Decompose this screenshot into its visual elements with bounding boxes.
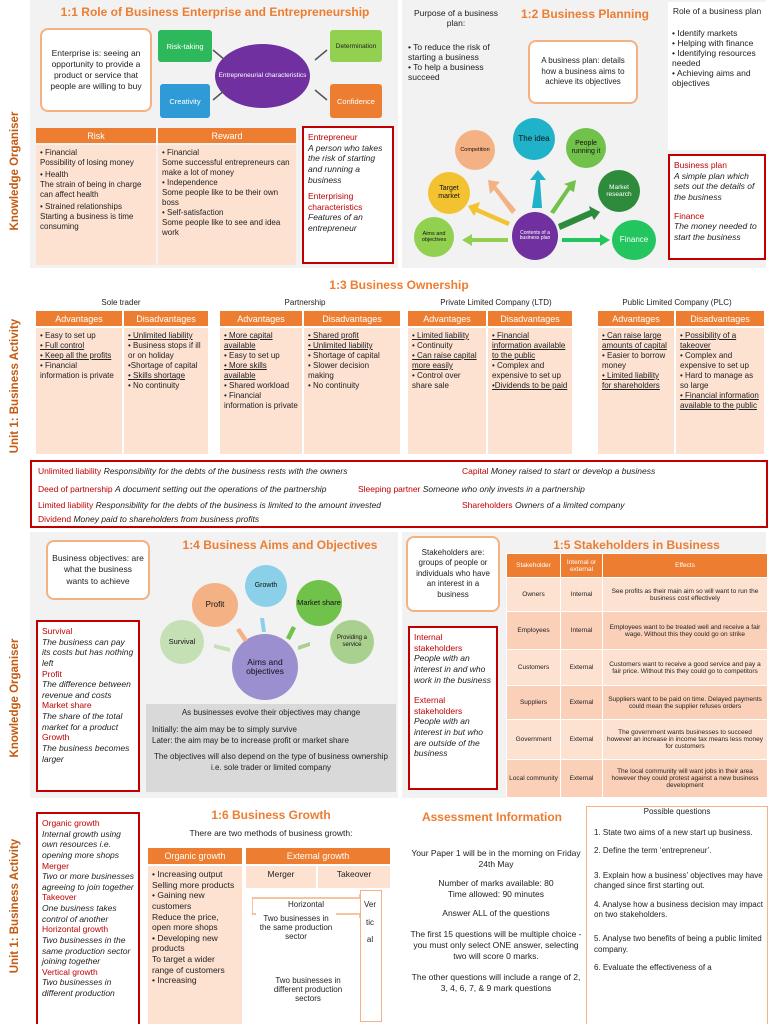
section-1-2-title: 1:2 Business Planning [520, 7, 650, 21]
entrepreneurial-characteristics-hub: Entrepreneurial characteristics [215, 44, 310, 108]
vertical-label: Vertical [364, 900, 377, 945]
sole-dis-header: Disadvantages [124, 311, 208, 326]
section-1-3-title: 1:3 Business Ownership [329, 278, 469, 292]
sole-adv-list: • Easy to set up • Full control • Keep all the profits • Financial information is private [36, 328, 122, 454]
sidebar-label-knowledge: Knowledge Organiser [9, 111, 21, 231]
assessment-title: Assessment Information [421, 810, 563, 824]
enterprise-definition: Enterprise is: seeing an opportunity to provide a product or service that people are willing to buy [40, 28, 152, 112]
stakeholders-definition: Stakeholders are: groups of people or individuals who have an interest in a business [406, 536, 500, 612]
table-row: Local community External The local community will want jobs in their area however they could protest against a new business development [507, 760, 768, 798]
sole-dis-list: • Unlimited liability • Business stops if ill or on holiday •Shortage of capital • Skills shortage • No continuity [124, 328, 208, 454]
char-creativity: Creativity [160, 84, 210, 118]
node-competition: Competition [455, 130, 495, 170]
entrepreneur-definitions: Entrepreneur A person who takes the risk of starting and running a business Enterprising characteristics Features of an entrepreneur [302, 126, 394, 264]
aims-objectives-hub: Aims and objectives [232, 634, 298, 700]
aims-definitions: Survival The business can pay its costs but has nothing left Profit The difference between revenue and costs Market share The share of the total market for a product Growth The business becomes larger [36, 620, 140, 792]
business-objectives-definition: Business objectives: are what the business wants to achieve [46, 540, 150, 600]
plc-dis-header: Disadvantages [676, 311, 764, 326]
possible-questions-list: 1. State two aims of a new start up business. 2. Define the term ‘entrepreneur’. 3. Explain how a business’ objectives may have changed since first starting out. 4. Analyse how a business decision may impact on two stakeholders. 5. Analyse two benefits of being a public limited company. 6. Evaluate the effectiveness of a [594, 828, 763, 973]
aim-market-share: Market share [296, 580, 342, 626]
node-finance: Finance [612, 220, 656, 260]
char-arrows [205, 38, 335, 118]
partner-adv-header: Advantages [220, 311, 302, 326]
table-row: Employees Internal Employees want to be treated well and receive a fair wage. Without this they could go on strike [507, 612, 768, 650]
vertical-description: Two businesses in different production sectors [262, 974, 354, 1014]
possible-questions-header: Possible questions [643, 807, 711, 816]
risk-header: Risk [36, 128, 156, 143]
organic-growth-list: • Increasing output Selling more products • Gaining new customers Reduce the price, open more shops • Developing new products To target a wider range of customers • Increasing [148, 866, 242, 1024]
def-capital: Capital Money raised to start or develop a business [462, 466, 656, 476]
ownership-partnership: Partnership [284, 298, 326, 307]
sidebar-bottom [0, 532, 30, 1024]
business-plan-definitions: Business plan A simple plan which sets out the details of the business Finance The money needed to start the business [668, 154, 766, 260]
def-limited-liability: Limited liability Responsibility for the debts of the business is limited to the amount invested [38, 500, 382, 510]
section-1-5-title: 1:5 Stakeholders in Business [553, 538, 720, 552]
ltd-dis-list: • Financial information available to the public • Complex and expensive to set up •Dividends to be paid [488, 328, 572, 454]
char-determination: Determination [330, 30, 382, 62]
assessment-details: Your Paper 1 will be in the morning on Friday 24th May Number of marks available: 80 Time allowed: 90 minutes Answer ALL of the questions The first 15 questions will be multiple choice - you must only select ONE answer, selecting two will score 0 marks. The other questions will include a range of 2, 3, 4, 6, 7, & 9 mark questions [410, 848, 582, 994]
growth-definitions: Organic growth Internal growth using own resources i.e. opening more shops Merger Two or more businesses agreeing to join together Takeover One business takes control of another Horizontal growth Two businesses in the same production sector joining together Vertical growth Two businesses in different production [36, 812, 140, 1024]
reward-header: Reward [158, 128, 296, 143]
partner-dis-header: Disadvantages [304, 311, 400, 326]
growth-intro: There are two methods of business growth: [189, 828, 353, 838]
sole-adv-header: Advantages [36, 311, 122, 326]
node-aims-objectives: Aims and objectives [414, 217, 454, 257]
ltd-dis-header: Disadvantages [488, 311, 572, 326]
ownership-sole-trader: Sole trader [101, 298, 141, 307]
aim-survival: Survival [160, 620, 204, 664]
node-people-running: People running it [566, 128, 606, 168]
table-row: Suppliers External Suppliers want to be paid on time. Delayed payments could mean the supplier refuses orders [507, 686, 768, 720]
role-box: Role of a business plan • Identify markets • Helping with finance • Identifying resources needed • Achieving aims and objectives [668, 2, 766, 150]
business-plan-definition: A business plan: details how a business aims to achieve its objectives [528, 40, 638, 104]
sidebar-label-unit: Unit 1: Business Activity [9, 318, 21, 454]
aims-arrows [200, 600, 340, 660]
merger-cell: Merger [246, 866, 316, 888]
business-plan-contents-hub: Contents of a business plan [512, 212, 558, 260]
table-row: Government External The government wants businesses to succeed however an increase in income tax means less money for customers [507, 720, 768, 760]
ltd-adv-list: • Limited liability • Continuity • Can raise capital more easily • Control over share sale [408, 328, 486, 454]
aim-profit: Profit [192, 583, 238, 627]
char-confidence: Confidence [330, 84, 382, 118]
section-1-6-title: 1:6 Business Growth [211, 808, 331, 822]
objectives-notes: As businesses evolve their objectives may change Initially: the aim may be to simply survive Later: the aim may be to increase profit or market share The objectives will also depend on the type of business ownership i.e. sole trader or limited company [146, 704, 396, 792]
sidebar-label-knowledge-2: Knowledge Organiser [9, 638, 21, 758]
def-dividend: Dividend Money paid to shareholders from business profits [38, 514, 260, 524]
horizontal-description: Two businesses in the same production sector [256, 912, 336, 954]
aim-providing-service: Providing a service [330, 620, 374, 664]
external-growth-header: External growth [246, 848, 390, 864]
def-shareholders: Shareholders Owners of a limited company [462, 500, 625, 510]
ownership-plc: Public Limited Company (PLC) [622, 298, 732, 307]
table-row: Customers External Customers want to receive a good service and pay a fair price. Without this they could go to competitors [507, 650, 768, 686]
horizontal-label: Horizontal [287, 900, 324, 909]
section-1-4-title: 1:4 Business Aims and Objectives [182, 538, 378, 552]
def-deed-of-partnership: Deed of partnership A document setting out the operations of the partnership [38, 484, 327, 494]
reward-list: • Financial Some successful entrepreneurs can make a lot of money • Independence Some people like to be their own boss • Self-satisfaction Some people like to see and idea work [158, 145, 296, 265]
sidebar-label-unit-2: Unit 1: Business Activity [9, 838, 21, 974]
plc-dis-list: • Possibility of a takeover • Complex and expensive to set up • Hard to manage as so large • Financial information available to the public [676, 328, 764, 454]
plan-arrows [450, 160, 620, 260]
stakeholder-definitions: Internal stakeholders People with an interest in and who work in the business External stakeholders People with an interest in but who are outside of the business [408, 626, 498, 790]
node-the-idea: The idea [513, 118, 555, 160]
partner-adv-list: • More capital available • Easy to set up • More skills available • Shared workload • Financial information is private [220, 328, 302, 454]
def-unlimited-liability: Unlimited liability Responsibility for the debts of the business rests with the owners [38, 466, 348, 476]
ownership-ltd: Private Limited Company (LTD) [440, 298, 552, 307]
table-row: Owners Internal See profits as their main aim so will want to run the business cost effectively [507, 578, 768, 612]
aim-growth: Growth [245, 565, 287, 607]
plc-adv-header: Advantages [598, 311, 674, 326]
stakeholder-table: Stakeholder Internal or external Effects Owners Internal See profits as their main aim so will want to run the business cost effectively Employees Internal Employees want to be treated well and receive a fair wage. Without this they could go on strike Customers External Customers want to receive a good service and pay a fair price. Without this they could go to competitors Suppliers External Suppliers want to be paid on time. Delayed payments could mean the supplier refuses orders Government External The government wants businesses to succeed however an increase in income tax means less money for customers Local community External The local community will want jobs in their area however they could protest against a new business development [506, 553, 768, 798]
ltd-adv-header: Advantages [408, 311, 486, 326]
organic-growth-header: Organic growth [148, 848, 242, 864]
takeover-cell: Takeover [318, 866, 390, 888]
node-market-research: Market research [598, 170, 640, 212]
purpose-box: Purpose of a business plan: • To reduce the risk of starting a business • To help a business succeed [408, 8, 499, 82]
node-target-market: Target market [428, 172, 470, 214]
risk-list: • Financial Possibility of losing money • Health The strain of being in charge can affect health • Strained relationships Starting a business is time consuming [36, 145, 156, 265]
section-1-1-title: 1:1 Role of Business Enterprise and Entrepreneurship [60, 5, 370, 19]
partner-dis-list: • Shared profit • Unlimited liability • Shortage of capital • Slower decision making • No continuity [304, 328, 400, 454]
char-risk-taking: Risk-taking [158, 30, 212, 62]
sidebar-top [0, 0, 30, 530]
def-sleeping-partner: Sleeping partner Someone who only invests in a partnership [358, 484, 585, 494]
plc-adv-list: • Can raise large amounts of capital • Easier to borrow money • Limited liability for shareholders [598, 328, 674, 454]
